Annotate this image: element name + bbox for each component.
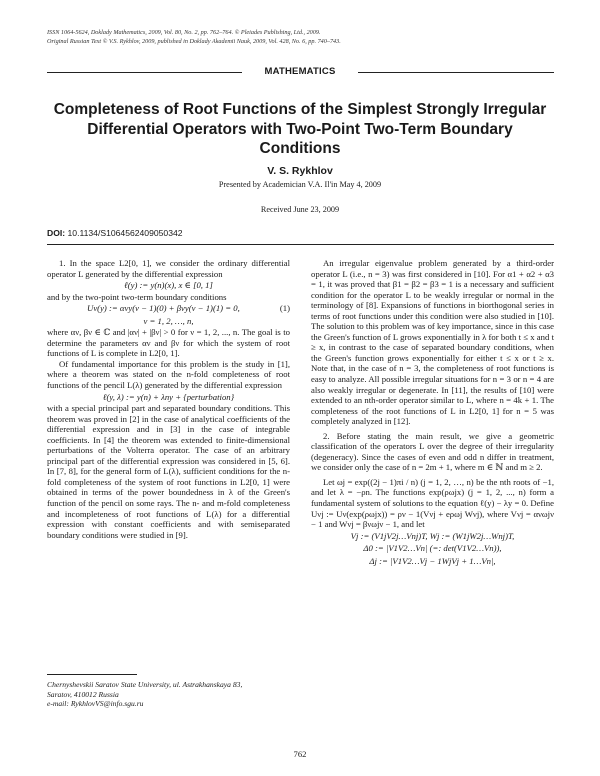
abstract-rule — [47, 244, 554, 245]
footnote-affiliation: Chernyshevskii Saratov State University, ul. Astrakhanskaya 83, — [47, 680, 243, 689]
left-column — [47, 258, 290, 540]
received-date: Received June 23, 2009 — [260, 205, 340, 214]
right-paragraph-2: 2. Before stating the main result, we give a geometric classification of the operators L over the degree of their irregularity (degeneracy). Since the cases of even and odd n differ in treatment, we consider only the case of n = 2m + 1, where m ∈ ℕ and m ≥ 2. — [311, 430, 554, 473]
section-rule-right — [358, 72, 554, 73]
doi-label: DOI: — [47, 228, 66, 238]
footnote-city: Saratov, 410012 Russia — [47, 689, 119, 699]
equation-boundary-conditions-body: Uν(y) := ανy(ν − 1)(0) + βνy(ν − 1)(1) = 0, — [87, 303, 240, 314]
equation-pencil: ℓ(y, λ) := y(n) + λny + {perturbation} — [102, 391, 235, 402]
footnote-email[interactable]: e-mail: RykhlovVS@info.sgu.ru — [47, 699, 144, 708]
author-name: V. S. Rykhlov — [267, 165, 333, 177]
left-paragraph-3: where αν, βν ∈ ℂ and |αν| + |βν| > 0 for ν = 1, 2, ..., n. The goal is to determine the parameters αν and βν for which the system of root functions of L is complete in L2[0, 1]. — [47, 327, 290, 359]
right-column — [311, 258, 554, 567]
equation-index-range: ν = 1, 2, …, n, — [143, 315, 194, 326]
equation-differential-expression: ℓ(y) := y(n)(x), x ∈ [0, 1] — [124, 280, 213, 291]
right-paragraph-3: Let ωj = exp((2j − 1)πi / n) (j = 1, 2, …, n) be the nth roots of −1, and let λ = −ρn. The functions exp(ρωjx) (j = 1, 2, ..., n) form a fundamental system of solutions to the equation ℓ(y) − λy = 0. Define Uνj := Uν(exp(ρωjx)) = ρν − 1(Vνj + eρωj Wνj), where Vνj = ανωjν − 1 and Wνj = βνωjν − 1, and let — [311, 476, 554, 530]
left-paragraph-2: and by the two-point two-term boundary conditions — [47, 291, 227, 302]
equation-boundary-conditions — [47, 302, 290, 315]
equation-delta-j: Δj := |V1V2…Vj − 1WjVj + 1…Vn|, — [369, 555, 496, 566]
equation-delta-0: Δ0 := |V1V2…Vn| (=: det(V1V2…Vn)), — [363, 543, 502, 554]
equation-number-1: (1) — [279, 303, 290, 314]
right-paragraph-1: An irregular eigenvalue problem generated by a third-order operator L (i.e., n = 3) was first considered in [10]. For α1 + α2 + α3 = 1, it was proved that β1 = β2 = β3 = 1 is a necessary and sufficient condition for the operator L to be weakly irregular or normal in the terminology of [8]. Expansions of functions in biorthogonal series in terms of root functions under this condition were also studied in [10]. The solution to this problem was of key importance, since in this case the Green's function of L grows exponentially in λ for both t ≤ x and t ≥ x, in contrast to the case of separated boundary conditions, when the Green's function grows exponentially for either t ≤ x or t ≥ x. Note that, in the case of n = 3, the completeness of root functions is easy to analyze. All possible irregular situations for n = 3 or n = 4 are also weakly irregular or degenerate. In [11], the results of [10] were extended to an nth-order operator similar to L, where n = 4k + 1. The completeness of the root functions of L in L2[0, 1] for n = 5 was completely analyzed in [12]. — [311, 258, 554, 427]
doi-value[interactable]: 10.1134/S1064562409050342 — [67, 228, 183, 238]
journal-header-line-2: Original Russian Text © V.S. Rykhlov, 2009, published in Doklady Akademii Nauk, 2009, Vol. 428, No. 6, pp. 740–743. — [47, 38, 341, 45]
page-number: 762 — [293, 749, 307, 759]
footnote-rule — [47, 674, 137, 675]
left-paragraph-5: with a special principal part and separated boundary conditions. This theorem was proved in [2] in the case of analytical coefficients of the differential expression and in [3] in the case of integrable coefficients. In [4] the theorem was extended to finite-dimensional perturbations of the Volterra operator. The case of an arbitrary principal part of the differential expression was considered in [5, 6]. In [7, 8], for the general form of L(λ), sufficient conditions for the n-fold completeness of the system of root functions in L2[0, 1] were obtained in terms of the power boundedness in λ of the Green's function of the pencil on some rays. The n- and m-fold completeness and incompleteness of root functions of L(λ) for a differential expression with constant coefficients and with semiseparated boundary conditions were studied in [9]. — [47, 403, 290, 540]
footnote — [47, 680, 242, 709]
article-title: Completeness of Root Functions of the Simplest Strongly Irregular Differential Operators with Two-Point Two-Term Boundary Conditions — [53, 101, 547, 157]
presented-by: Presented by Academician V.A. Il'in May 4, 2009 — [218, 180, 382, 189]
left-paragraph-4: Of fundamental importance for this problem is the study in [1], where a theorem was stated on the n-fold completeness of root functions of the pencil L(λ) generated by the differential expression — [47, 358, 290, 391]
section-heading: MATHEMATICS — [264, 66, 336, 77]
equation-vectors: Vj := (V1jV2j…Vnj)T, Wj := (W1jW2j…Wnj)T, — [350, 530, 515, 541]
doi-line[interactable] — [47, 228, 183, 238]
journal-header-line-1: ISSN 1064-5624, Doklady Mathematics, 2009, Vol. 80, No. 2, pp. 762–764. © Pleiades Publishing, Ltd., 2009. — [47, 29, 321, 36]
left-paragraph-1: 1. In the space L2[0, 1], we consider the ordinary differential operator L generated by the differential expression — [47, 258, 290, 279]
